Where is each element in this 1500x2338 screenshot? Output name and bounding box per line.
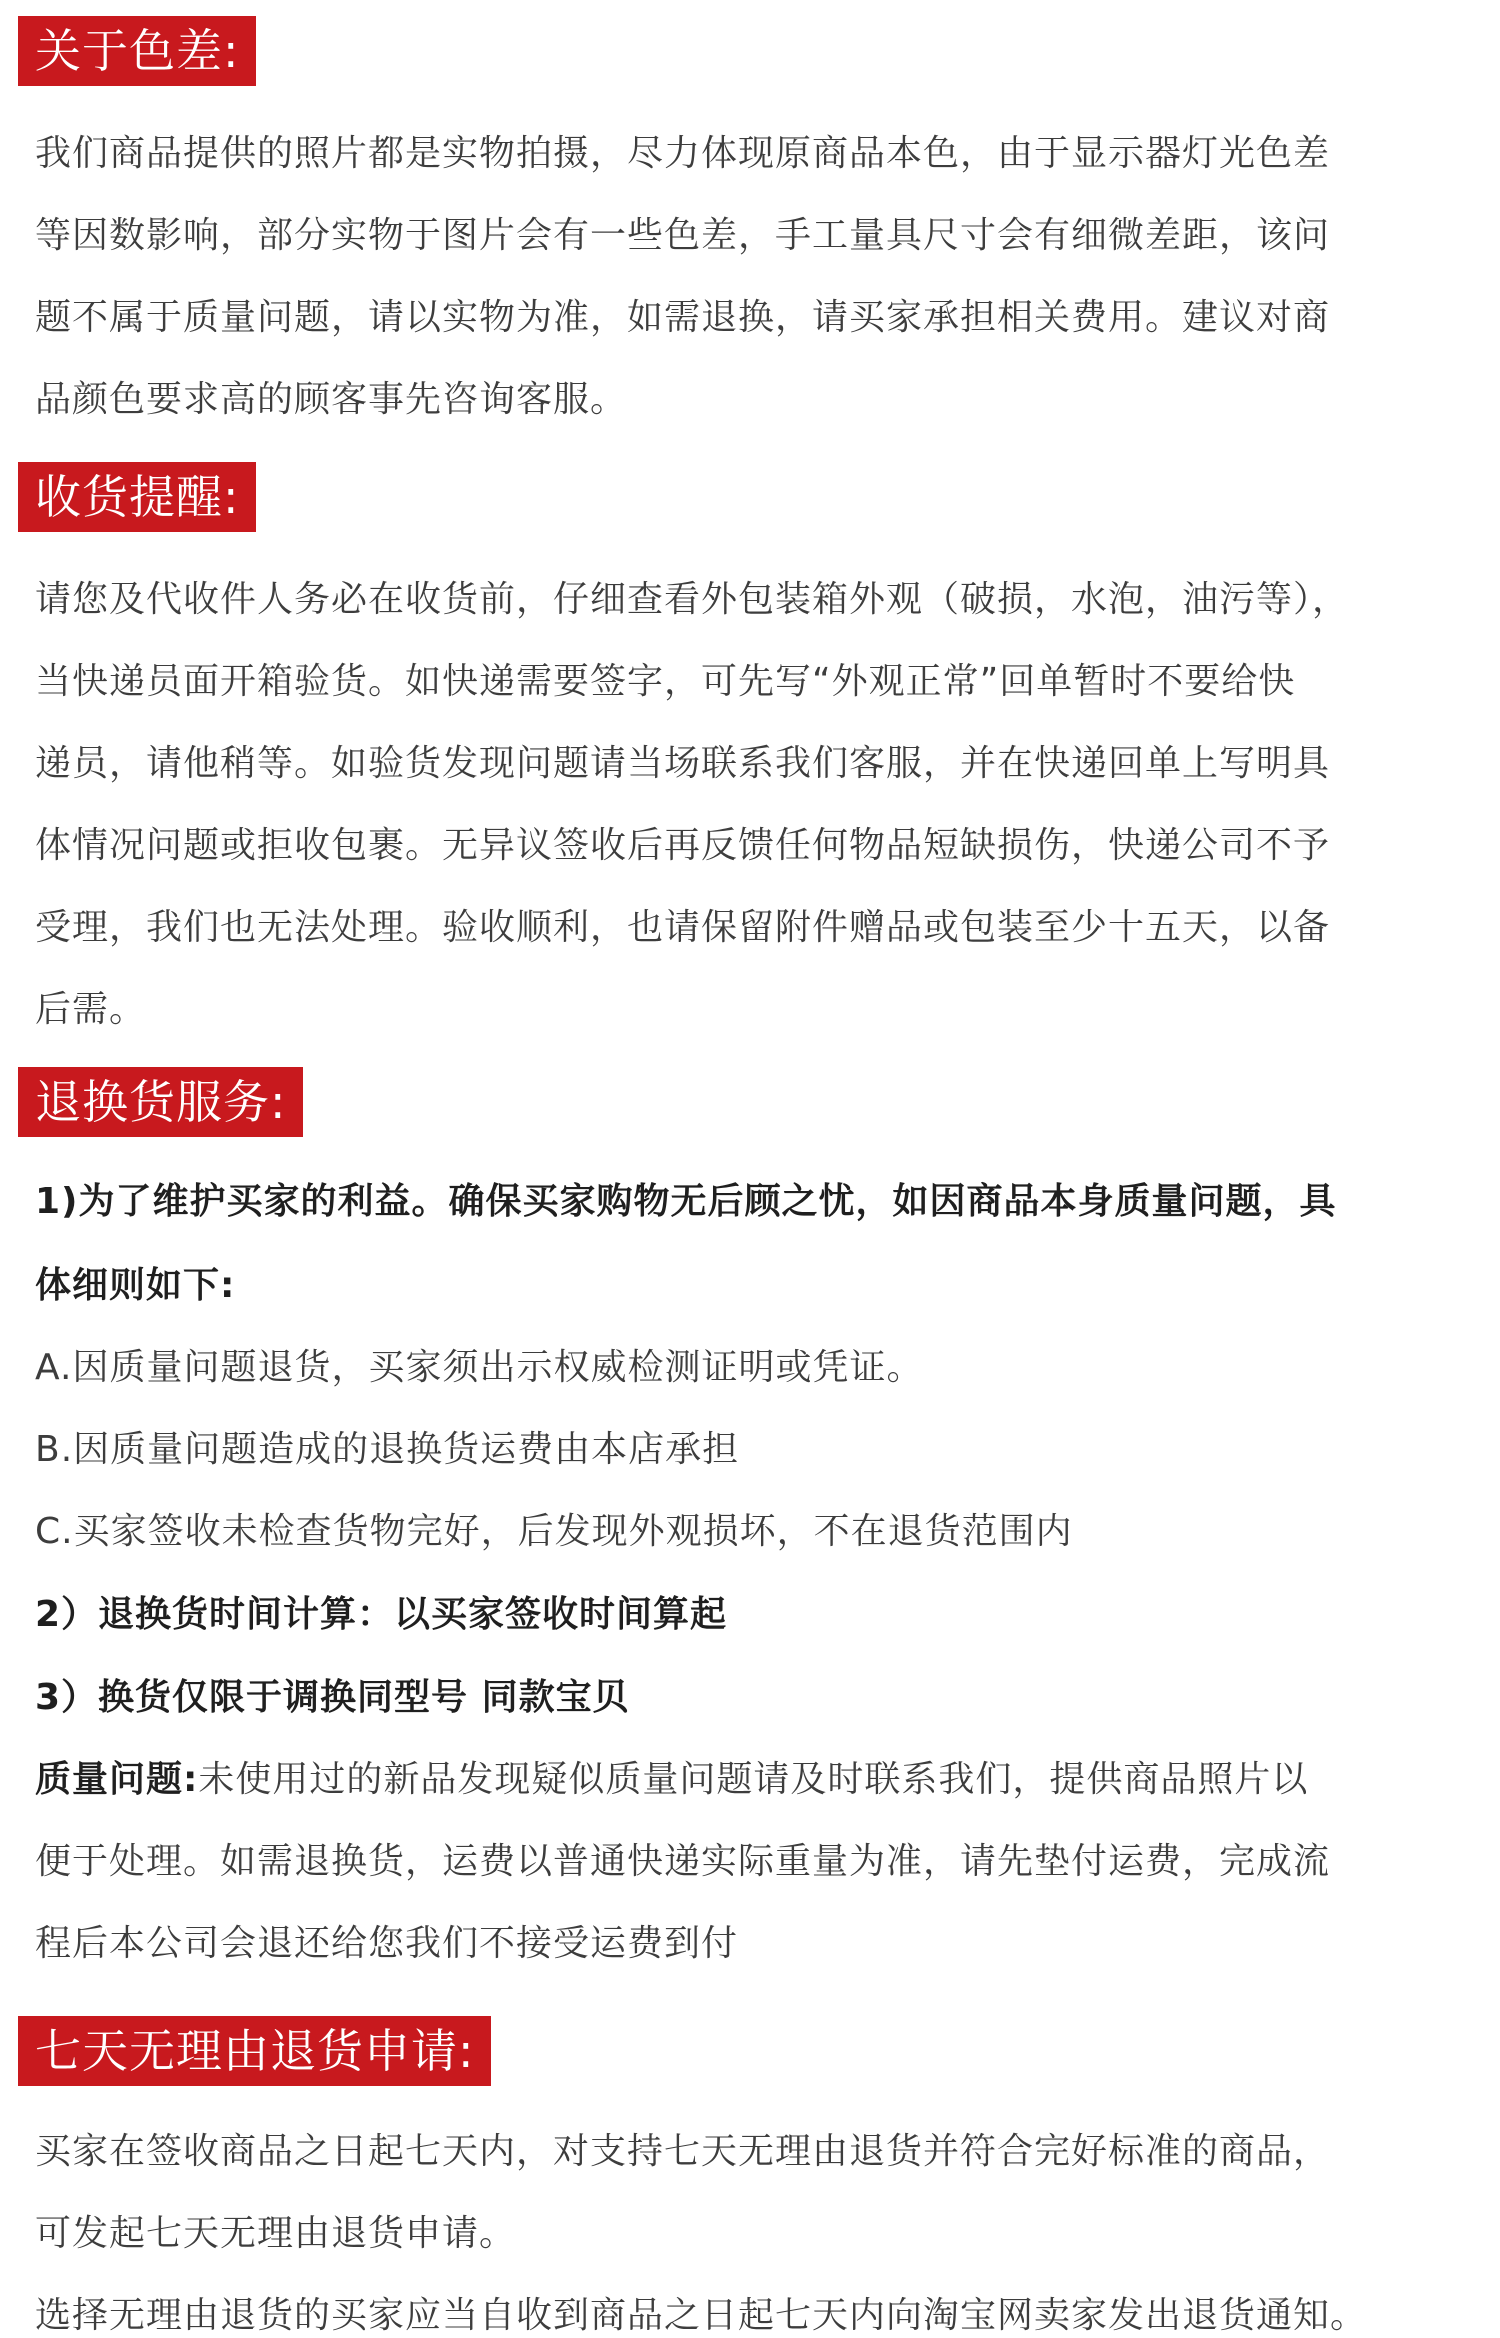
receipt-line-6: 后需。	[35, 989, 147, 1030]
returns-line-c: C.买家签收未检查货物完好，后发现外观损坏，不在退货范围内	[35, 1511, 1073, 1552]
returns-line-3-exchange: 3）换货仅限于调换同型号 同款宝贝	[35, 1677, 630, 1718]
seven-day-line-2: 可发起七天无理由退货申请。	[35, 2213, 517, 2254]
heading-receipt-reminder: 收货提醒:	[18, 462, 256, 532]
heading-returns-service: 退换货服务:	[18, 1067, 303, 1137]
returns-line-2: 体细则如下:	[35, 1265, 236, 1306]
color-diff-line-2: 等因数影响，部分实物于图片会有一些色差，手工量具尺寸会有细微差距，该问	[35, 215, 1331, 256]
heading-seven-day-return: 七天无理由退货申请:	[18, 2016, 491, 2086]
seven-day-line-1: 买家在签收商品之日起七天内，对支持七天无理由退货并符合完好标准的商品，	[35, 2131, 1331, 2172]
heading-color-difference: 关于色差:	[18, 16, 256, 86]
receipt-line-5: 受理，我们也无法处理。验收顺利，也请保留附件赠品或包装至少十五天，以备	[35, 907, 1331, 948]
color-diff-line-3: 题不属于质量问题，请以实物为准，如需退换，请买家承担相关费用。建议对商	[35, 297, 1331, 338]
receipt-line-3: 递员，请他稍等。如验货发现问题请当场联系我们客服，并在快递回单上写明具	[35, 743, 1331, 784]
seven-day-line-3: 选择无理由退货的买家应当自收到商品之日起七天内向淘宝网卖家发出退货通知。	[35, 2295, 1368, 2336]
receipt-line-2: 当快递员面开箱验货。如快递需要签字，可先写“外观正常”回单暂时不要给快	[35, 661, 1296, 702]
returns-line-1: 1)为了维护买家的利益。确保买家购物无后顾之忧，如因商品本身质量问题，具	[35, 1181, 1337, 1222]
quality-line-3: 程后本公司会退还给您我们不接受运费到付	[35, 1923, 739, 1964]
quality-text-1: 未使用过的新品发现疑似质量问题请及时联系我们，提供商品照片以	[198, 1759, 1309, 1800]
color-diff-line-1: 我们商品提供的照片都是实物拍摄，尽力体现原商品本色，由于显示器灯光色差	[35, 133, 1331, 174]
color-diff-line-4: 品颜色要求高的顾客事先咨询客服。	[35, 379, 628, 420]
returns-line-b: B.因质量问题造成的退换货运费由本店承担	[35, 1429, 740, 1470]
returns-line-a: A.因质量问题退货，买家须出示权威检测证明或凭证。	[35, 1347, 924, 1388]
returns-line-2-time: 2）退换货时间计算：以买家签收时间算起	[35, 1594, 728, 1635]
receipt-line-1: 请您及代收件人务必在收货前，仔细查看外包装箱外观（破损，水泡，油污等），	[35, 579, 1350, 620]
receipt-line-4: 体情况问题或拒收包裹。无异议签收后再反馈任何物品短缺损伤，快递公司不予	[35, 825, 1331, 866]
quality-line-1	[35, 1751, 1308, 1802]
quality-line-2: 便于处理。如需退换货，运费以普通快递实际重量为准，请先垫付运费，完成流	[35, 1841, 1331, 1882]
quality-label: 质量问题:	[35, 1759, 199, 1800]
